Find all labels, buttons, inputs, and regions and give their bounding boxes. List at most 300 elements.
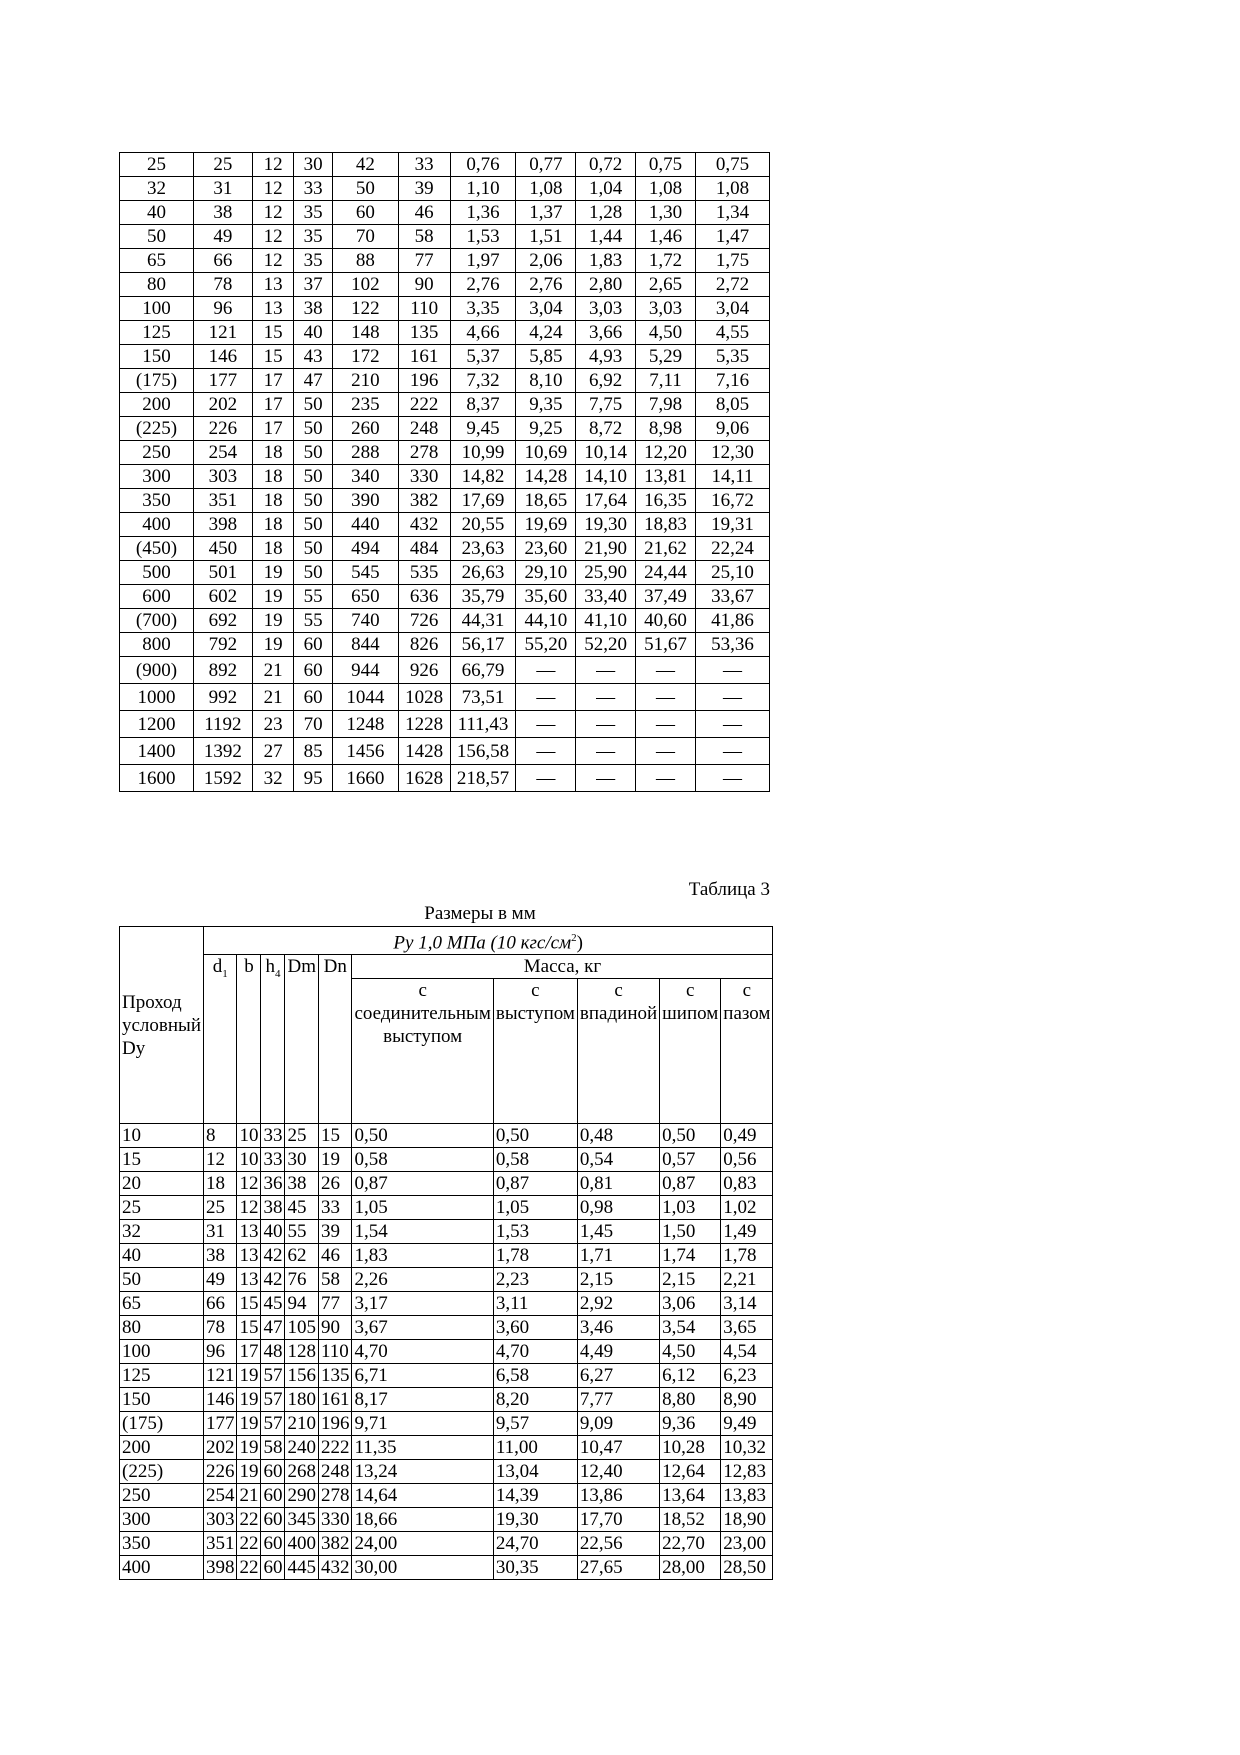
table-cell: 892: [194, 657, 253, 684]
table-cell: 692: [194, 609, 253, 633]
table-cell: 1392: [194, 738, 253, 765]
table-row: [120, 441, 770, 465]
table-cell: 177: [203, 1412, 237, 1436]
table-cell: 22: [237, 1508, 261, 1532]
table-cell: 1,47: [695, 225, 769, 249]
table-cell: 39: [398, 177, 450, 201]
table-cell: 1000: [120, 684, 194, 711]
table-cell: 4,70: [352, 1340, 493, 1364]
table-cell: 40: [261, 1220, 285, 1244]
table-cell: 484: [398, 537, 450, 561]
table-cell: 0,87: [352, 1172, 493, 1196]
table-cell: 35,79: [450, 585, 516, 609]
table-cell: —: [636, 738, 696, 765]
table-cell: 2,65: [636, 273, 696, 297]
header-d1-label: d: [212, 956, 223, 978]
header-d1-sub: 1: [222, 968, 228, 981]
table-cell: 19: [237, 1364, 261, 1388]
table-cell: 2,23: [493, 1268, 577, 1292]
table-cell: (175): [120, 1412, 204, 1436]
table-cell: 25: [120, 1196, 204, 1220]
table-cell: 1,51: [516, 225, 576, 249]
table-cell: 7,11: [636, 369, 696, 393]
table-cell: 8,37: [450, 393, 516, 417]
table-cell: 30,00: [352, 1556, 493, 1580]
table-cell: 10,14: [576, 441, 636, 465]
table-cell: 111,43: [450, 711, 516, 738]
table-cell: 1228: [398, 711, 450, 738]
table-cell: 18: [252, 513, 294, 537]
table-cell: 46: [318, 1244, 352, 1268]
table-cell: 135: [398, 321, 450, 345]
table-cell: —: [576, 765, 636, 792]
table-cell: 12,20: [636, 441, 696, 465]
table-cell: 40: [294, 321, 333, 345]
table-cell: 1592: [194, 765, 253, 792]
table-cell: 992: [194, 684, 253, 711]
table-cell: 18: [252, 465, 294, 489]
table-cell: 19: [237, 1436, 261, 1460]
table-cell: 1,78: [493, 1244, 577, 1268]
table-cell: 7,75: [576, 393, 636, 417]
table-cell: 60: [261, 1508, 285, 1532]
table-cell: —: [695, 684, 769, 711]
table-cell: 28,00: [660, 1556, 721, 1580]
table-cell: 210: [332, 369, 398, 393]
table-cell: 0,58: [493, 1148, 577, 1172]
table-cell: 37,49: [636, 585, 696, 609]
table-cell: 22,70: [660, 1532, 721, 1556]
table-cell: 800: [120, 633, 194, 657]
table-cell: 90: [318, 1316, 352, 1340]
table-cell: 13,86: [577, 1484, 659, 1508]
table-row: [120, 1316, 773, 1340]
table-cell: 180: [285, 1388, 319, 1412]
table-cell: 3,03: [576, 297, 636, 321]
table-cell: 1028: [398, 684, 450, 711]
table-cell: 222: [398, 393, 450, 417]
table-cell: 2,76: [516, 273, 576, 297]
table-cell: 35: [294, 225, 333, 249]
table-row: [120, 765, 770, 792]
table-row: [120, 585, 770, 609]
table-cell: 9,06: [695, 417, 769, 441]
table-cell: 226: [203, 1460, 237, 1484]
table-row: [120, 345, 770, 369]
table-cell: 5,85: [516, 345, 576, 369]
table-cell: 19: [252, 609, 294, 633]
table-cell: 226: [194, 417, 253, 441]
table3: [119, 926, 773, 1580]
table-cell: 177: [194, 369, 253, 393]
table-cell: 440: [332, 513, 398, 537]
table-cell: 0,76: [450, 153, 516, 177]
table-cell: 382: [318, 1532, 352, 1556]
table-cell: 500: [120, 561, 194, 585]
table-cell: 60: [294, 684, 333, 711]
table-cell: 7,32: [450, 369, 516, 393]
table-cell: 0,83: [721, 1172, 773, 1196]
table-cell: 60: [261, 1556, 285, 1580]
table-cell: 1,45: [577, 1220, 659, 1244]
table-cell: 600: [120, 585, 194, 609]
table-cell: 300: [120, 1508, 204, 1532]
table-row: [120, 1388, 773, 1412]
table-cell: 23,63: [450, 537, 516, 561]
table-cell: 66,79: [450, 657, 516, 684]
table-cell: 2,06: [516, 249, 576, 273]
table-cell: 1,71: [577, 1244, 659, 1268]
table-cell: 400: [285, 1532, 319, 1556]
table-cell: 19,69: [516, 513, 576, 537]
table-cell: 35: [294, 201, 333, 225]
table-cell: 12,83: [721, 1460, 773, 1484]
table-cell: 2,15: [660, 1268, 721, 1292]
table-cell: 17,69: [450, 489, 516, 513]
table-cell: —: [695, 738, 769, 765]
table-cell: 33: [318, 1196, 352, 1220]
table-cell: 23,60: [516, 537, 576, 561]
table-cell: 15: [252, 321, 294, 345]
table-cell: 7,16: [695, 369, 769, 393]
header-mass: Масса, кг: [352, 955, 773, 979]
table-row: [120, 225, 770, 249]
table-cell: 17: [252, 393, 294, 417]
table-cell: —: [576, 711, 636, 738]
table-cell: 73,51: [450, 684, 516, 711]
table-cell: —: [576, 738, 636, 765]
table-cell: 345: [285, 1508, 319, 1532]
table-cell: 19: [237, 1412, 261, 1436]
table-cell: 3,66: [576, 321, 636, 345]
table-cell: 19,31: [695, 513, 769, 537]
table-cell: 13,81: [636, 465, 696, 489]
header-mass-male: с выступом: [493, 979, 577, 1124]
table-cell: 14,28: [516, 465, 576, 489]
table-cell: —: [695, 711, 769, 738]
table-cell: 23: [252, 711, 294, 738]
table-cell: 200: [120, 393, 194, 417]
table-cell: 35,60: [516, 585, 576, 609]
table-cell: —: [516, 657, 576, 684]
table-cell: 4,49: [577, 1340, 659, 1364]
table-cell: 58: [398, 225, 450, 249]
table-cell: 12: [252, 225, 294, 249]
table-cell: 57: [261, 1412, 285, 1436]
table-cell: 105: [285, 1316, 319, 1340]
table-cell: 200: [120, 1436, 204, 1460]
table-cell: 303: [203, 1508, 237, 1532]
table-cell: 60: [261, 1484, 285, 1508]
table-cell: 70: [332, 225, 398, 249]
table-cell: 47: [294, 369, 333, 393]
header-mass-raised-face: с соединительным выступом: [352, 979, 493, 1124]
header-d1: [203, 955, 237, 1124]
table-cell: 50: [294, 489, 333, 513]
table-cell: —: [576, 684, 636, 711]
table-cell: 1600: [120, 765, 194, 792]
table-cell: 49: [194, 225, 253, 249]
table-cell: 1,04: [576, 177, 636, 201]
table-row: [120, 249, 770, 273]
table-cell: 42: [332, 153, 398, 177]
table-cell: 60: [294, 633, 333, 657]
table-cell: 254: [203, 1484, 237, 1508]
table-cell: 49: [203, 1268, 237, 1292]
table-cell: 2,15: [577, 1268, 659, 1292]
table-cell: 351: [203, 1532, 237, 1556]
table-cell: 18,83: [636, 513, 696, 537]
table-cell: 146: [194, 345, 253, 369]
table3-title: Таблица 3: [688, 879, 770, 900]
table-cell: 24,00: [352, 1532, 493, 1556]
table-cell: 100: [120, 1340, 204, 1364]
table-cell: 94: [285, 1292, 319, 1316]
table-cell: 161: [398, 345, 450, 369]
table-cell: 50: [294, 417, 333, 441]
table-cell: 1,28: [576, 201, 636, 225]
table-cell: 66: [203, 1292, 237, 1316]
table-row: [120, 153, 770, 177]
table-cell: 70: [294, 711, 333, 738]
table-cell: —: [516, 738, 576, 765]
table-cell: 17: [252, 417, 294, 441]
table-cell: 18: [203, 1172, 237, 1196]
table-cell: 40: [120, 1244, 204, 1268]
table-cell: 12,40: [577, 1460, 659, 1484]
table-row: [120, 1292, 773, 1316]
table-cell: 4,70: [493, 1340, 577, 1364]
table-cell: 77: [318, 1292, 352, 1316]
table-cell: 0,50: [493, 1124, 577, 1148]
table-row: [120, 321, 770, 345]
table-cell: 13: [237, 1220, 261, 1244]
table-cell: 60: [261, 1460, 285, 1484]
table-cell: 33,40: [576, 585, 636, 609]
table-cell: 1,74: [660, 1244, 721, 1268]
table-cell: —: [576, 657, 636, 684]
table-cell: 13: [252, 297, 294, 321]
table-row: [120, 1412, 773, 1436]
table-cell: 110: [318, 1340, 352, 1364]
table-cell: 57: [261, 1388, 285, 1412]
table-cell: 44,10: [516, 609, 576, 633]
table-cell: 340: [332, 465, 398, 489]
table-cell: 44,31: [450, 609, 516, 633]
table-cell: 10: [120, 1124, 204, 1148]
table-cell: 156: [285, 1364, 319, 1388]
table-cell: 1,97: [450, 249, 516, 273]
table-cell: 222: [318, 1436, 352, 1460]
table-cell: 33: [261, 1124, 285, 1148]
table-cell: 1,05: [493, 1196, 577, 1220]
table-cell: 351: [194, 489, 253, 513]
table-cell: 32: [120, 1220, 204, 1244]
table-cell: 19,30: [493, 1508, 577, 1532]
table-cell: 350: [120, 1532, 204, 1556]
table-cell: 20: [120, 1172, 204, 1196]
table-cell: 2,92: [577, 1292, 659, 1316]
table-cell: 844: [332, 633, 398, 657]
table-cell: 56,17: [450, 633, 516, 657]
table-cell: 740: [332, 609, 398, 633]
table-cell: 0,54: [577, 1148, 659, 1172]
table-cell: 0,72: [576, 153, 636, 177]
table-cell: 202: [203, 1436, 237, 1460]
table-cell: 25,90: [576, 561, 636, 585]
table-cell: 146: [203, 1388, 237, 1412]
header-dn: Dn: [318, 955, 352, 1124]
table-cell: 3,46: [577, 1316, 659, 1340]
table-cell: 156,58: [450, 738, 516, 765]
table-cell: 13: [252, 273, 294, 297]
units-note: Размеры в мм: [424, 903, 536, 924]
table-cell: 0,48: [577, 1124, 659, 1148]
pressure-sup: 2: [571, 932, 577, 944]
table-cell: 10: [237, 1148, 261, 1172]
table-cell: 30,35: [493, 1556, 577, 1580]
table-cell: 33: [398, 153, 450, 177]
table-cell: 18: [252, 489, 294, 513]
table-cell: 9,35: [516, 393, 576, 417]
table-row: [120, 1436, 773, 1460]
table-cell: 21: [237, 1484, 261, 1508]
table-cell: 1,72: [636, 249, 696, 273]
table-cell: 14,11: [695, 465, 769, 489]
table-row: [120, 465, 770, 489]
table-cell: 25: [203, 1196, 237, 1220]
table-cell: 826: [398, 633, 450, 657]
table-cell: 27,65: [577, 1556, 659, 1580]
table-cell: 250: [120, 1484, 204, 1508]
table-cell: 39: [318, 1220, 352, 1244]
table-cell: 14,64: [352, 1484, 493, 1508]
table-cell: 30: [285, 1148, 319, 1172]
table-cell: 25: [120, 153, 194, 177]
table-cell: 121: [194, 321, 253, 345]
table-cell: 6,58: [493, 1364, 577, 1388]
table-cell: 125: [120, 1364, 204, 1388]
table-cell: 4,66: [450, 321, 516, 345]
table-cell: 31: [203, 1220, 237, 1244]
table-cell: 150: [120, 345, 194, 369]
table-cell: 6,92: [576, 369, 636, 393]
table-cell: 33: [261, 1148, 285, 1172]
table-cell: 60: [261, 1532, 285, 1556]
table-cell: 2,21: [721, 1268, 773, 1292]
table-cell: 1,08: [516, 177, 576, 201]
table-cell: 40,60: [636, 609, 696, 633]
table-cell: 45: [261, 1292, 285, 1316]
table-row: [120, 489, 770, 513]
table-cell: 1,10: [450, 177, 516, 201]
table-cell: 0,56: [721, 1148, 773, 1172]
table-cell: 65: [120, 249, 194, 273]
table-cell: 18: [252, 441, 294, 465]
table-cell: 9,45: [450, 417, 516, 441]
table-cell: 46: [398, 201, 450, 225]
table-cell: 0,50: [352, 1124, 493, 1148]
table-cell: 3,06: [660, 1292, 721, 1316]
table-cell: 96: [203, 1340, 237, 1364]
table-cell: 254: [194, 441, 253, 465]
table-cell: 24,70: [493, 1532, 577, 1556]
table-cell: (450): [120, 537, 194, 561]
table-cell: 88: [332, 249, 398, 273]
table-cell: 0,81: [577, 1172, 659, 1196]
table-cell: 15: [237, 1316, 261, 1340]
table-cell: 31: [194, 177, 253, 201]
table-cell: 23,00: [721, 1532, 773, 1556]
table-cell: 9,36: [660, 1412, 721, 1436]
table-cell: 9,09: [577, 1412, 659, 1436]
table-cell: 38: [203, 1244, 237, 1268]
table-cell: 1456: [332, 738, 398, 765]
table-cell: 148: [332, 321, 398, 345]
table-cell: 235: [332, 393, 398, 417]
table-cell: 100: [120, 297, 194, 321]
table-cell: 102: [332, 273, 398, 297]
table-cell: 1,50: [660, 1220, 721, 1244]
table-cell: 16,72: [695, 489, 769, 513]
table-cell: 55: [294, 585, 333, 609]
table-cell: 16,35: [636, 489, 696, 513]
table-cell: 21: [252, 684, 294, 711]
table-cell: 196: [398, 369, 450, 393]
table-cell: 330: [318, 1508, 352, 1532]
table-cell: 19: [252, 561, 294, 585]
table-cell: 13: [237, 1244, 261, 1268]
table-cell: 1,37: [516, 201, 576, 225]
table-cell: 10,28: [660, 1436, 721, 1460]
table-cell: 3,65: [721, 1316, 773, 1340]
table-cell: 4,24: [516, 321, 576, 345]
table-cell: 0,87: [493, 1172, 577, 1196]
table-cell: 78: [203, 1316, 237, 1340]
table-cell: 122: [332, 297, 398, 321]
table-cell: 926: [398, 657, 450, 684]
table-cell: 52,20: [576, 633, 636, 657]
table-cell: 210: [285, 1412, 319, 1436]
table-cell: 0,58: [352, 1148, 493, 1172]
table-cell: 50: [294, 465, 333, 489]
table-cell: 0,98: [577, 1196, 659, 1220]
table-cell: 121: [203, 1364, 237, 1388]
table-cell: 13,64: [660, 1484, 721, 1508]
table-cell: 42: [261, 1268, 285, 1292]
table1-body: [120, 153, 770, 792]
table-cell: 26: [318, 1172, 352, 1196]
table-cell: 535: [398, 561, 450, 585]
table-cell: 10: [237, 1124, 261, 1148]
table-cell: 90: [398, 273, 450, 297]
table-cell: 32: [120, 177, 194, 201]
table-cell: 300: [120, 465, 194, 489]
table-cell: 18,66: [352, 1508, 493, 1532]
table-cell: 32: [252, 765, 294, 792]
table-cell: 15: [120, 1148, 204, 1172]
table-cell: 0,57: [660, 1148, 721, 1172]
table3-body: [120, 1124, 773, 1580]
table-cell: 50: [294, 561, 333, 585]
table-cell: 9,49: [721, 1412, 773, 1436]
table-cell: 0,77: [516, 153, 576, 177]
table-cell: 161: [318, 1388, 352, 1412]
table-cell: 250: [120, 441, 194, 465]
table-cell: 6,71: [352, 1364, 493, 1388]
table-cell: 3,14: [721, 1292, 773, 1316]
table-cell: 8,90: [721, 1388, 773, 1412]
